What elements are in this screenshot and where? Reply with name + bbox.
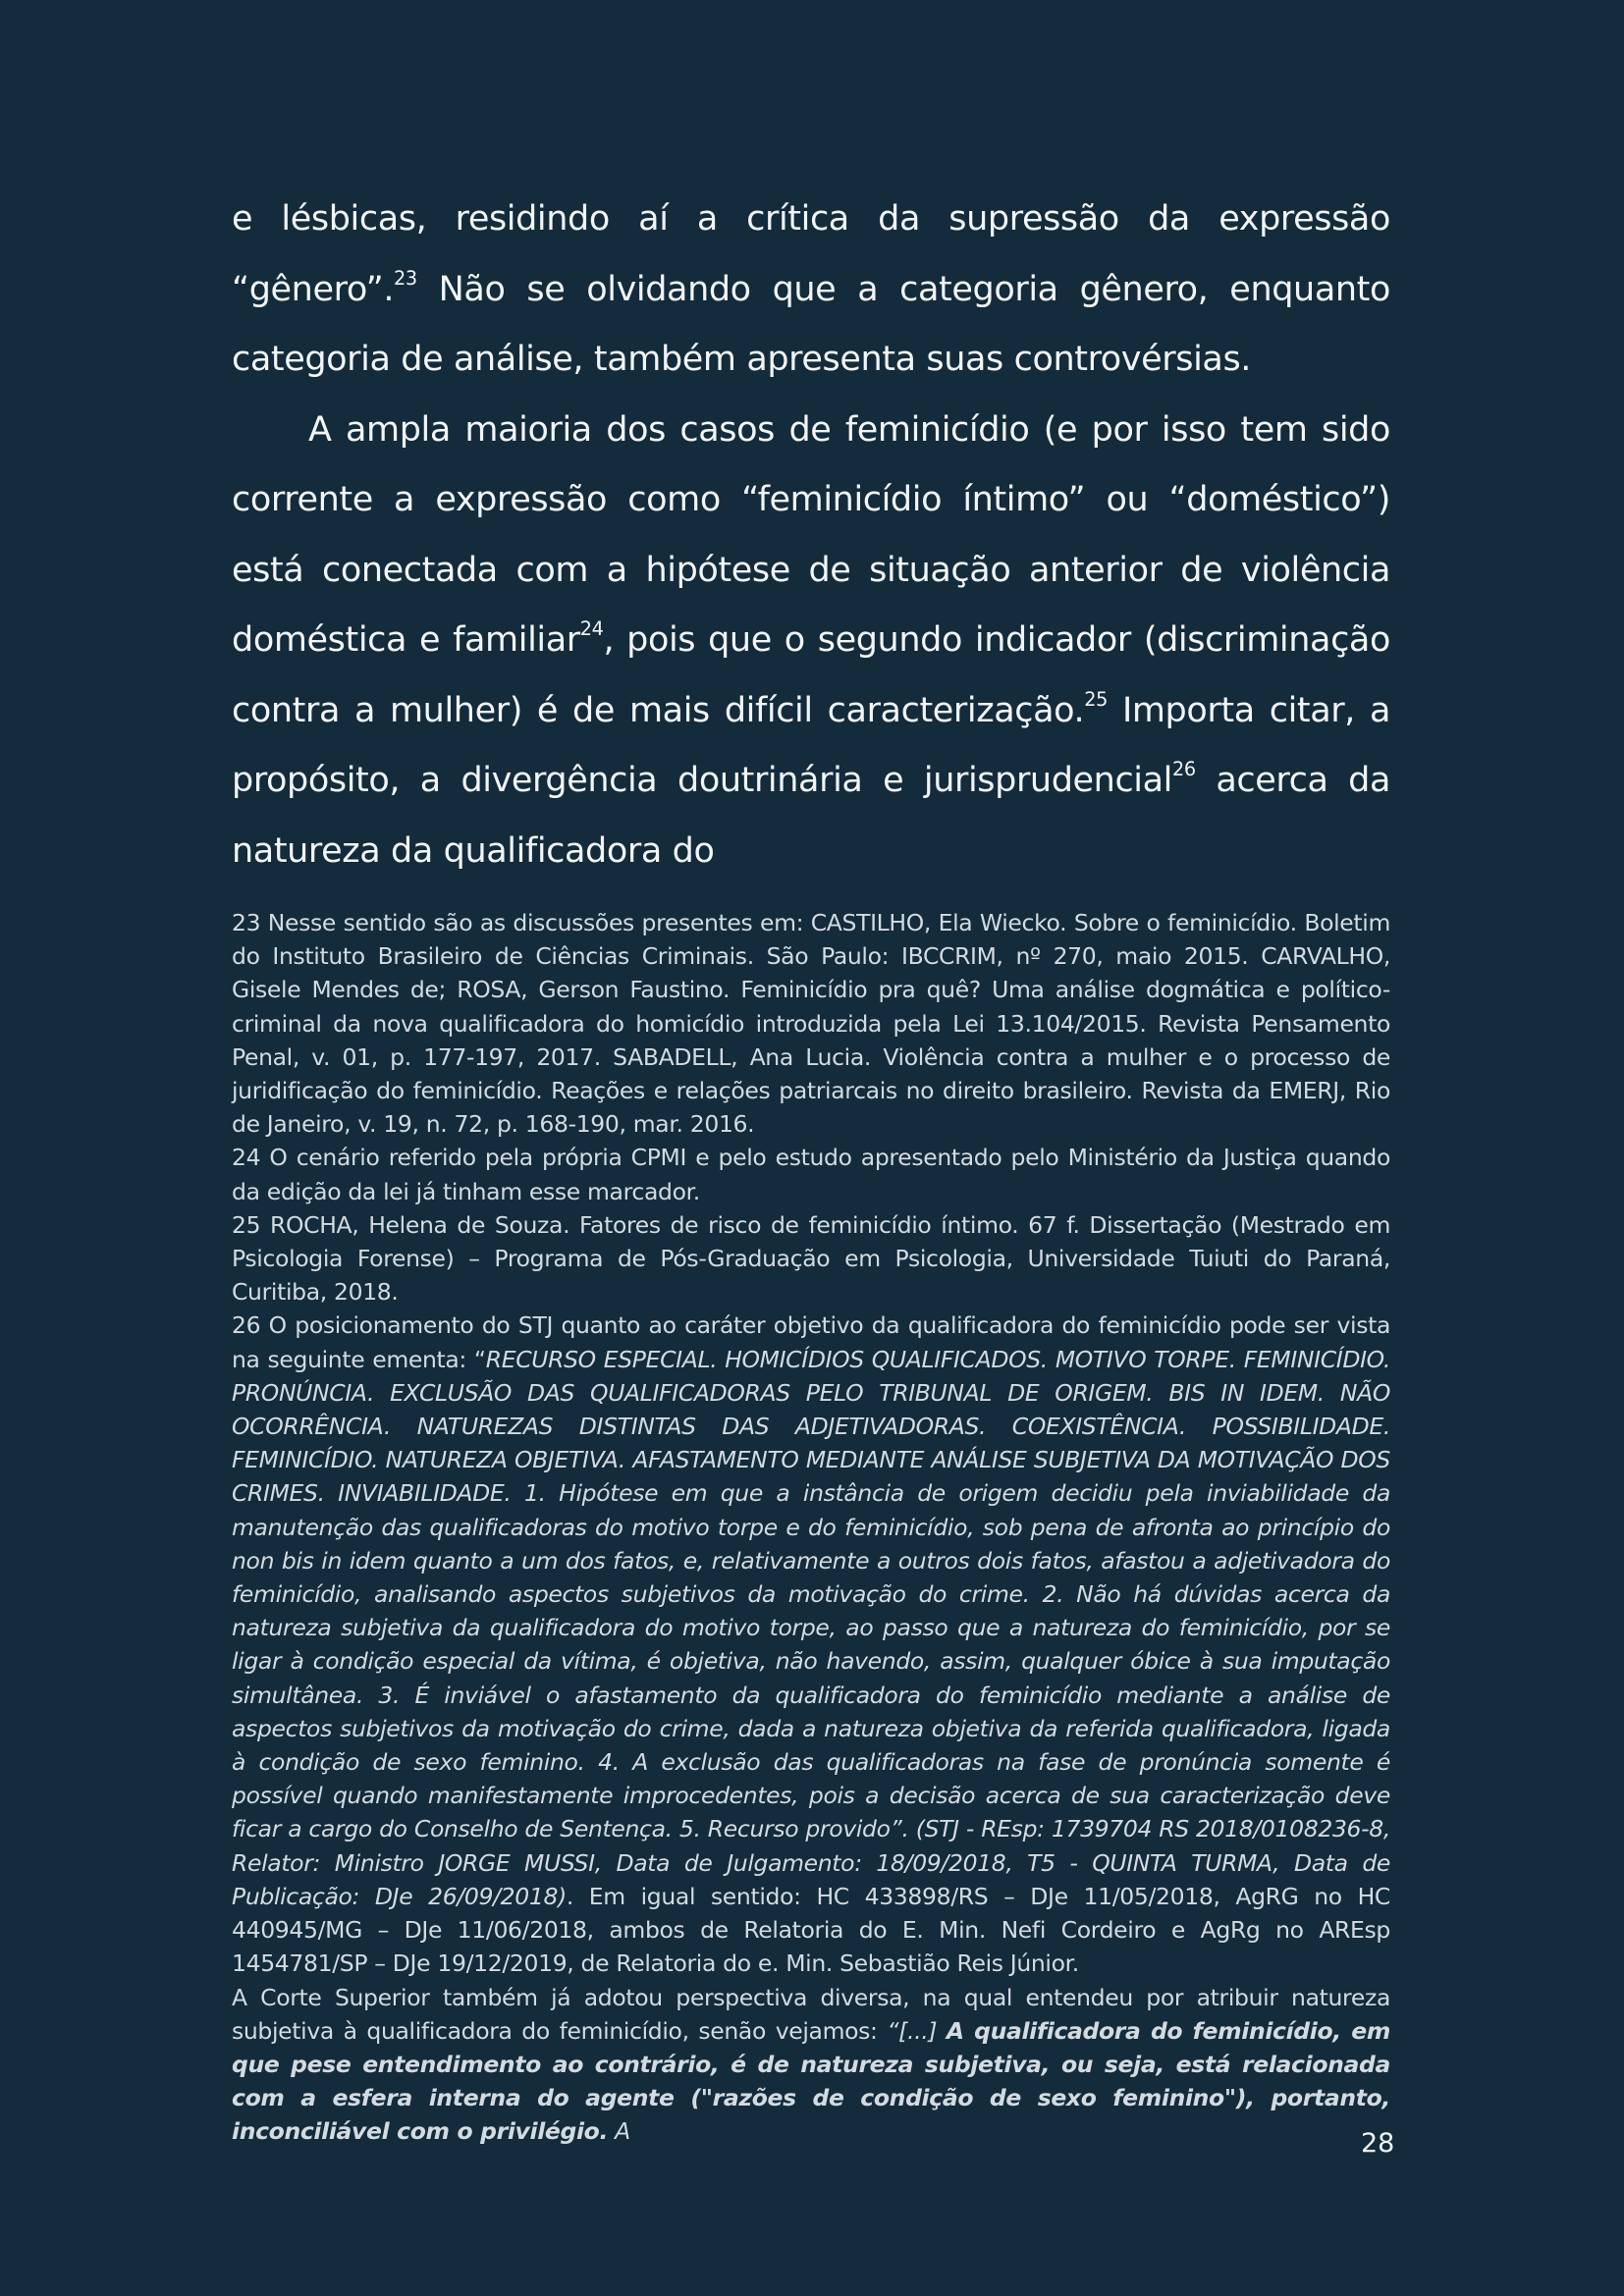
paragraph-1-text: e lésbicas, residindo aí a crítica da supressão da expressão “gênero”.	[232, 199, 1390, 309]
footnote-26-ementa: RECURSO ESPECIAL. HOMICÍDIOS QUALIFICADOS. MOTIVO TORPE. FEMINICÍDIO. PRONÚNCIA. EXCLUSÃO DAS QUALIFICADORAS PELO TRIBUNAL DE ORIGEM. BIS IN IDEM. NÃO OCORRÊNCIA. NATUREZAS DISTINTAS DAS ADJETIVADORAS. COEXISTÊNCIA. POSSIBILIDADE. FEMINICÍDIO. NATUREZA OBJETIVA. AFASTAMENTO MEDIANTE ANÁLISE SUBJETIVA DA MOTIVAÇÃO DOS CRIMES. INVIABILIDADE. 1. Hipótese em que a instância de origem decidiu pela inviabilidade da manutenção das qualificadoras do motivo torpe e do feminicídio, sob pena de afronta ao princípio do non bis in idem quanto a um dos fatos, e, relativamente a outros dois fatos, afastou a adjetivadora do feminicídio, analisando aspectos subjetivos da motivação do crime. 2. Não há dúvidas acerca da natureza subjetiva da qualificadora do motivo torpe, ao passo que a natureza do feminicídio, por se ligar à condição especial da vítima, é objetiva, não havendo, assim, qualquer óbice à sua imputação simultânea. 3. É inviável o afastamento da qualificadora do feminicídio mediante a análise de aspectos subjetivos da motivação do crime, dada a natureza objetiva da referida qualificadora, ligada à condição de sexo feminino. 4. A exclusão das qualificadoras na fase de pronúncia somente é possível quando manifestamente improcedentes, pois a decisão acerca de sua caracterização deve ficar a cargo do Conselho de Sentença. 5. Recurso provido”. (STJ - REsp: 1739704 RS 2018/0108236-8, Relator: Ministro JORGE MUSSI, Data de Julgamento: 18/09/2018, T5 - QUINTA TURMA, Data de Publicação: DJe 26/09/2018)	[232, 1345, 1390, 1910]
page-number: 28	[1361, 2128, 1395, 2159]
paragraph-1	[232, 185, 1390, 396]
footnote-24: 24 O cenário referido pela própria CPMI e pelo estudo apresentado pelo Ministério da Justiça quando da edição da lei já tinham esse marcador.	[232, 1144, 1390, 1205]
paragraph-2-part-4: acerca da natureza da qualificadora do	[232, 761, 1390, 871]
paragraph-2-part-1: A ampla maioria dos casos de feminicídio (e por isso tem sido corrente a expressão como “feminicídio íntimo” ou “doméstico”) está conectada com a hipótese de situação anterior de violência doméstica e familiar	[232, 409, 1390, 660]
footnote-26b-intro: A Corte Superior também já adotou perspectiva diversa, na qual entendeu por atribuir natureza subjetiva à qualificadora do feminicídio, senão vejamos:	[232, 1983, 1390, 2045]
footnote-26-continuation: . Em igual sentido: HC 433898/RS – DJe 11/05/2018, AgRG no HC 440945/MG – DJe 11/06/2018, ambos de Relatoria do E. Min. Nefi Cordeiro e AgRg no AREsp 1454781/SP – DJe 19/12/2019, de Relatoria do e. Min. Sebastião Reis Júnior.	[232, 1882, 1390, 1978]
footnote-26b-bold-quote: A qualificadora do feminicídio, em que pese entendimento ao contrário, é de natureza subjetiva, ou seja, está relacionada com a esfera interna do agente ("razões de condição de sexo feminino"), portanto, inconciliável com o privilégio.	[232, 2016, 1390, 2146]
footnote-25: 25 ROCHA, Helena de Souza. Fatores de risco de feminicídio íntimo. 67 f. Dissertação (Mestrado em Psicologia Forense) – Programa de Pós-Graduação em Psicologia, Universidade Tuiuti do Paraná, Curitiba, 2018.	[232, 1210, 1390, 1307]
body-text	[232, 185, 1390, 886]
paragraph-2	[232, 396, 1390, 887]
footnote-ref-23[interactable]: 23	[394, 266, 417, 290]
footnote-ref-25[interactable]: 25	[1084, 687, 1108, 711]
footnote-26b-quote-open: “[...]	[887, 2016, 947, 2045]
footnote-ref-26[interactable]: 26	[1172, 758, 1196, 781]
footnote-26	[232, 1308, 1390, 1980]
footnote-26b-quote-tail: A	[608, 2117, 630, 2146]
paragraph-1-continuation: Não se olvidando que a categoria gênero, enquanto categoria de análise, também apresenta suas controvérsias.	[232, 269, 1390, 379]
paragraph-2-part-3: Importa citar, a propósito, a divergência doutrinária e jurisprudencial	[232, 690, 1390, 800]
footnotes-section	[232, 906, 1390, 2149]
footnote-26-intro: 26 O posicionamento do STJ quanto ao caráter objetivo da qualificadora do feminicídio pode ser vista na seguinte ementa: “	[232, 1311, 1390, 1373]
paragraph-2-part-2: , pois que o segundo indicador (discriminação contra a mulher) é de mais difícil caracterização.	[232, 620, 1390, 730]
footnote-ref-24[interactable]: 24	[579, 617, 604, 641]
main-text-block	[232, 185, 1390, 886]
footnote-23: 23 Nesse sentido são as discussões presentes em: CASTILHO, Ela Wiecko. Sobre o feminicídio. Boletim do Instituto Brasileiro de Ciências Criminais. São Paulo: IBCCRIM, nº 270, maio 2015. CARVALHO, Gisele Mendes de; ROSA, Gerson Faustino. Feminicídio pra quê? Uma análise dogmática e político-criminal da nova qualificadora do homicídio introduzida pela Lei 13.104/2015. Revista Pensamento Penal, v. 01, p. 177-197, 2017. SABADELL, Ana Lucia. Violência contra a mulher e o processo de juridificação do feminicídio. Reações e relações patriarcais no direito brasileiro. Revista da EMERJ, Rio de Janeiro, v. 19, n. 72, p. 168-190, mar. 2016.	[232, 909, 1390, 1139]
footnote-26-second-paragraph	[232, 1981, 1390, 2149]
